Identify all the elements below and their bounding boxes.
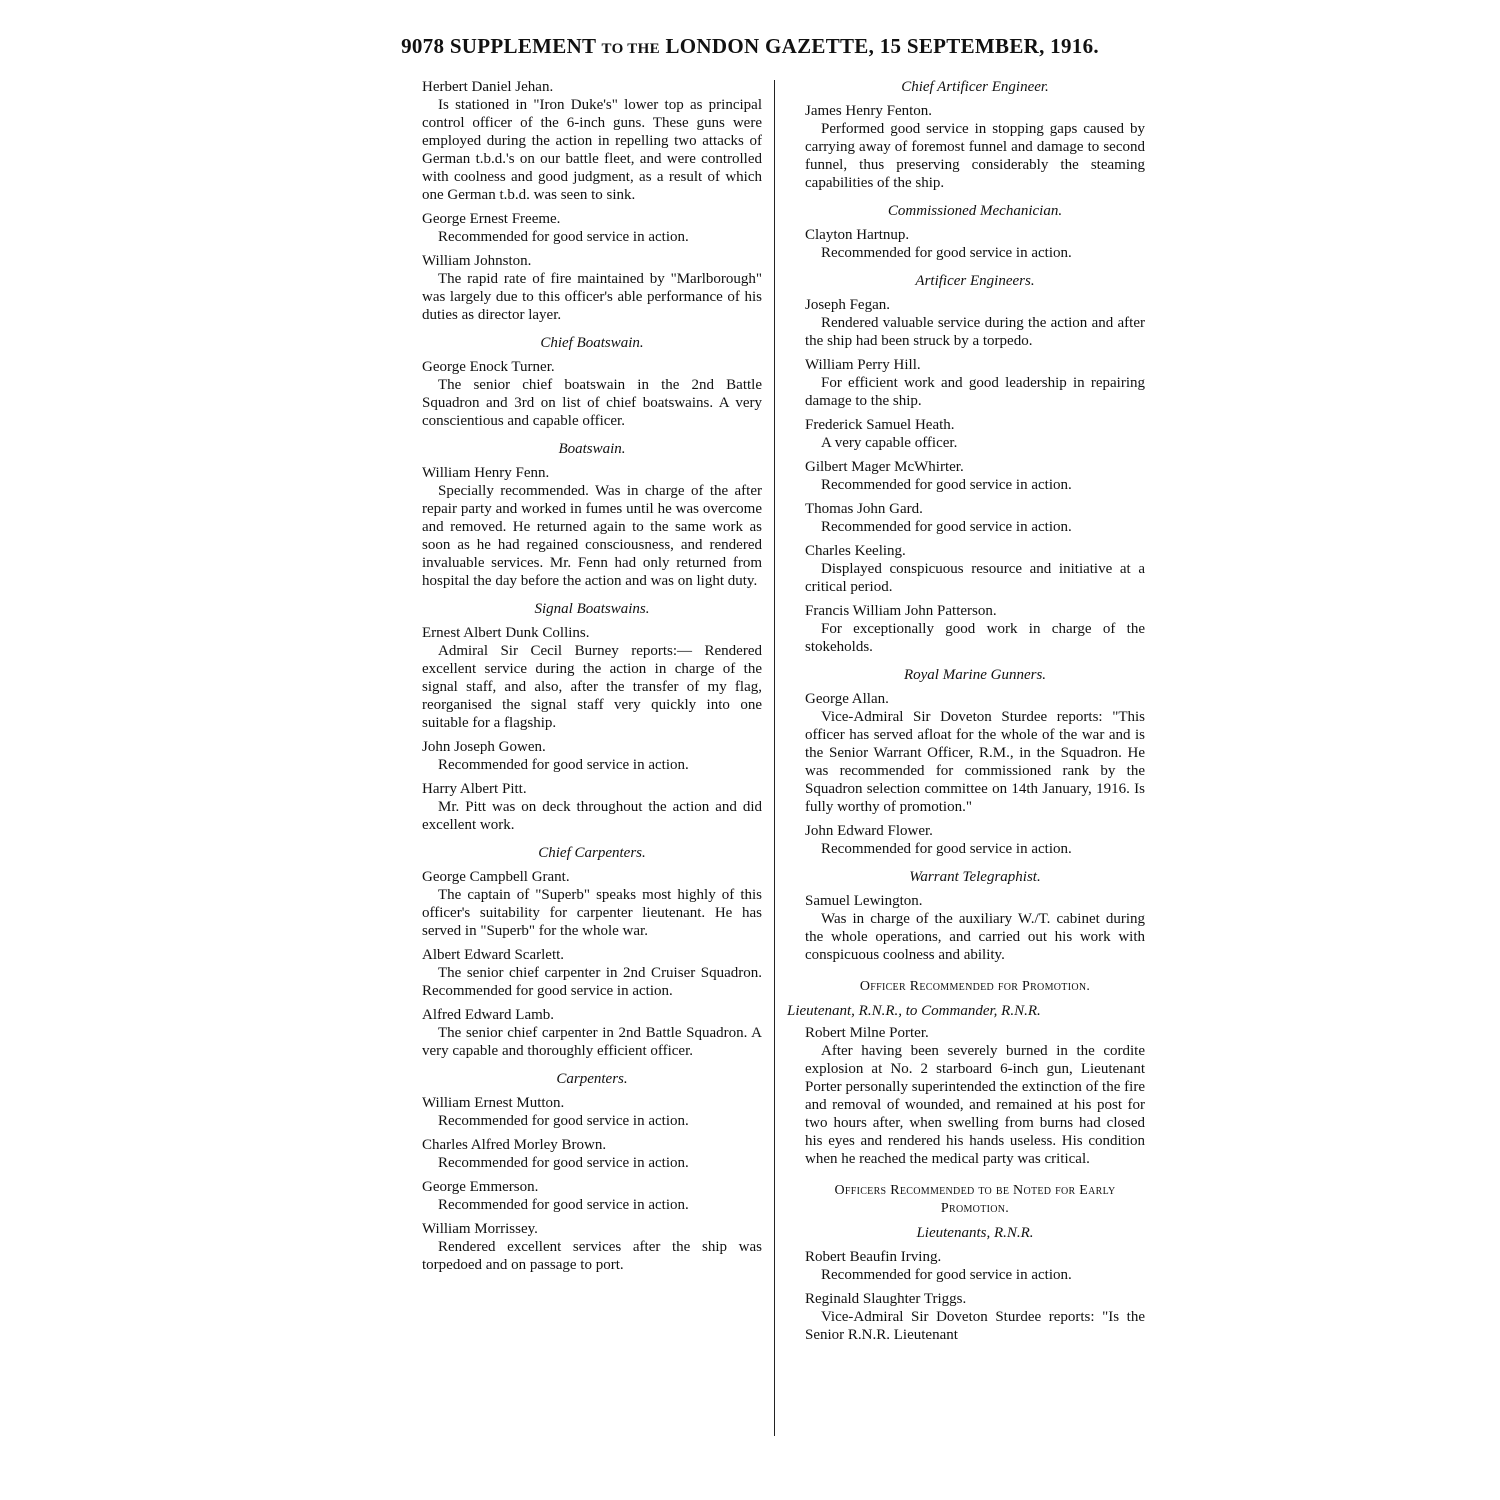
section-heading-warrant-telegraphist: Warrant Telegraphist.	[909, 869, 1041, 885]
entry-name: Alfred Edward Lamb.	[422, 1007, 555, 1023]
section-heading-officer-promotion: Officer Recommended for Promotion.	[859, 979, 1091, 994]
entry-description: The senior chief carpenter in 2nd Battle Squadron. A very capable and thoroughly efficient officer.	[422, 1025, 762, 1059]
left-column	[422, 78, 762, 1280]
entry-name: William Morrissey.	[422, 1221, 538, 1237]
entry-description: The senior chief boatswain in the 2nd Battle Squadron and 3rd on list of chief boatswains. A very conscientious and capable officer.	[422, 377, 762, 429]
entry-turner	[422, 358, 762, 430]
section-heading-early-promotion: Officers Recommended to be Noted for Early Promotion.	[834, 1183, 1116, 1216]
entry-description: Recommended for good service in action.	[438, 757, 689, 773]
entry-name: Charles Keeling.	[805, 543, 906, 559]
entry-name: James Henry Fenton.	[805, 103, 933, 119]
entry-name: Gilbert Mager McWhirter.	[805, 459, 964, 475]
entry-allan	[805, 690, 1145, 816]
entry-mcwhirter	[805, 458, 1145, 494]
entry-name: William Henry Fenn.	[422, 465, 550, 481]
entry-description: Is stationed in "Iron Duke's" lower top as principal control officer of the 6-inch guns. These guns were employed during the action in repelling two attacks of German t.b.d.'s on our battle fleet, and were controlled with coolness and good judgment, as a result of which one German t.b.d. was seen to sink.	[422, 97, 762, 203]
section-heading-commissioned-mechanician: Commissioned Mechanician.	[887, 203, 1063, 219]
entry-name: Reginald Slaughter Triggs.	[805, 1291, 967, 1307]
entry-description: Recommended for good service in action.	[438, 1197, 689, 1213]
entry-name: Robert Beaufin Irving.	[805, 1249, 942, 1265]
entry-description: Vice-Admiral Sir Doveton Sturdee reports: "This officer has served afloat for the whole of the war and is the Senior Warrant Officer, R.M., in the Squadron. He was recommended for commissioned rank by the Squadron selection committee on 14th January, 1916. Is fully worthy of promotion."	[805, 709, 1145, 815]
entry-description: Admiral Sir Cecil Burney reports:— Rendered excellent service during the action in charge of the signal staff, and also, after the transfer of my flag, reorganised the signal staff very quickly into one suitable for a flagship.	[422, 643, 762, 731]
entry-jehan	[422, 78, 762, 204]
entry-name: George Enock Turner.	[422, 359, 555, 375]
entry-flower	[805, 822, 1145, 858]
entry-porter	[805, 1024, 1145, 1168]
entry-description: The rapid rate of fire maintained by "Marlborough" was largely due to this officer's able performance of his duties as director layer.	[422, 271, 762, 323]
entry-patterson	[805, 602, 1145, 656]
entry-name: Francis William John Patterson.	[805, 603, 997, 619]
section-heading-artificer-engineers: Artificer Engineers.	[915, 273, 1035, 289]
entry-gard	[805, 500, 1145, 536]
entry-name: Samuel Lewington.	[805, 893, 923, 909]
section-heading-royal-marine-gunners: Royal Marine Gunners.	[903, 667, 1047, 683]
section-heading-chief-carpenters: Chief Carpenters.	[538, 845, 646, 861]
section-heading-signal-boatswains: Signal Boatswains.	[534, 601, 650, 617]
section-heading-carpenters: Carpenters.	[556, 1071, 628, 1087]
entry-emmerson	[422, 1178, 762, 1214]
entry-name: George Allan.	[805, 691, 889, 707]
entry-description: For exceptionally good work in charge of the stokeholds.	[805, 621, 1145, 655]
entry-name: John Joseph Gowen.	[422, 739, 546, 755]
entry-description: Performed good service in stopping gaps caused by carrying away of foremost funnel and damage to second funnel, thus preserving considerably the steaming capabilities of the ship.	[805, 121, 1145, 191]
entry-keeling	[805, 542, 1145, 596]
entry-name: George Emmerson.	[422, 1179, 539, 1195]
entry-triggs	[805, 1290, 1145, 1344]
entry-name: Herbert Daniel Jehan.	[422, 79, 554, 95]
entry-name: Albert Edward Scarlett.	[422, 947, 565, 963]
entry-collins	[422, 624, 762, 732]
entry-description: Was in charge of the auxiliary W./T. cabinet during the whole operations, and carried out his work with conspicuous coolness and ability.	[805, 911, 1145, 963]
entry-name: George Campbell Grant.	[422, 869, 570, 885]
entry-lewington	[805, 892, 1145, 964]
entry-brown	[422, 1136, 762, 1172]
entry-name: Harry Albert Pitt.	[422, 781, 527, 797]
entry-description: Recommended for good service in action.	[438, 229, 689, 245]
page-header	[0, 34, 1500, 59]
right-column	[787, 78, 1145, 1350]
entry-description: Recommended for good service in action.	[821, 519, 1072, 535]
entry-description: For efficient work and good leadership in repairing damage to the ship.	[805, 375, 1145, 409]
entry-description: Recommended for good service in action.	[821, 1267, 1072, 1283]
entry-description: Rendered valuable service during the action and after the ship had been struck by a torpedo.	[805, 315, 1145, 349]
entry-name: Robert Milne Porter.	[805, 1025, 929, 1041]
entry-description: A very capable officer.	[821, 435, 958, 451]
entry-grant	[422, 868, 762, 940]
entry-hill	[805, 356, 1145, 410]
entry-description: Displayed conspicuous resource and initiative at a critical period.	[805, 561, 1145, 595]
section-heading-chief-artificer-engineer: Chief Artificer Engineer.	[901, 79, 1049, 95]
entry-mutton	[422, 1094, 762, 1130]
page-number: 9078	[401, 34, 445, 58]
entry-description: Mr. Pitt was on deck throughout the action and did excellent work.	[422, 799, 762, 833]
entry-description: Recommended for good service in action.	[438, 1113, 689, 1129]
entry-name: William Ernest Mutton.	[422, 1095, 565, 1111]
entry-fenn	[422, 464, 762, 590]
entry-description: Recommended for good service in action.	[821, 245, 1072, 261]
section-heading-chief-boatswain: Chief Boatswain.	[540, 335, 644, 351]
entry-hartnup	[805, 226, 1145, 262]
entry-name: Frederick Samuel Heath.	[805, 417, 955, 433]
entry-description: Vice-Admiral Sir Doveton Sturdee reports: "Is the Senior R.N.R. Lieutenant	[805, 1309, 1145, 1343]
entry-fegan	[805, 296, 1145, 350]
header-title-supplement: SUPPLEMENT	[449, 34, 596, 58]
entry-name: Joseph Fegan.	[805, 297, 890, 313]
entry-description: The senior chief carpenter in 2nd Cruiser Squadron. Recommended for good service in action.	[422, 965, 762, 999]
section-heading-boatswain: Boatswain.	[558, 441, 626, 457]
entry-description: Specially recommended. Was in charge of the after repair party and worked in fumes until he was overcome and removed. He returned again to the same work as soon as he had regained consciousness, and rendered invaluable services. Mr. Fenn had only returned from hospital the day before the action and was on light duty.	[422, 483, 762, 589]
entry-heath	[805, 416, 1145, 452]
header-title-gazette: LONDON GAZETTE, 15 SEPTEMBER, 1916.	[665, 34, 1099, 58]
entry-description: Recommended for good service in action.	[821, 841, 1072, 857]
entry-fenton	[805, 102, 1145, 192]
subheading-lieutenant-to-commander: Lieutenant, R.N.R., to Commander, R.N.R.	[787, 1003, 1041, 1019]
entry-name: Thomas John Gard.	[805, 501, 923, 517]
entry-name: William Perry Hill.	[805, 357, 921, 373]
entry-description: The captain of "Superb" speaks most highly of this officer's suitability for carpenter lieutenant. He has served in "Superb" for the whole war.	[422, 887, 762, 939]
entry-name: Charles Alfred Morley Brown.	[422, 1137, 607, 1153]
entry-morrissey	[422, 1220, 762, 1274]
entry-gowen	[422, 738, 762, 774]
entry-description: After having been severely burned in the cordite explosion at No. 2 starboard 6-inch gun, Lieutenant Porter personally superintended the extinction of the fire and removal of wounded, and remained at his post for two hours after, when swelling from burns had closed his eyes and rendered his hands useless. His condition when he reached the medical party was critical.	[805, 1043, 1145, 1167]
entry-irving	[805, 1248, 1145, 1284]
column-divider	[774, 80, 775, 1436]
entry-description: Rendered excellent services after the ship was torpedoed and on passage to port.	[422, 1239, 762, 1273]
entry-name: George Ernest Freeme.	[422, 211, 561, 227]
entry-freeme	[422, 210, 762, 246]
entry-johnston	[422, 252, 762, 324]
entry-scarlett	[422, 946, 762, 1000]
entry-name: William Johnston.	[422, 253, 532, 269]
header-title-to-the: TO THE	[601, 41, 660, 57]
entry-description: Recommended for good service in action.	[821, 477, 1072, 493]
entry-name: Ernest Albert Dunk Collins.	[422, 625, 590, 641]
subheading-lieutenants-rnr: Lieutenants, R.N.R.	[916, 1225, 1034, 1241]
entry-name: John Edward Flower.	[805, 823, 933, 839]
entry-description: Recommended for good service in action.	[438, 1155, 689, 1171]
entry-lamb	[422, 1006, 762, 1060]
entry-pitt	[422, 780, 762, 834]
entry-name: Clayton Hartnup.	[805, 227, 910, 243]
